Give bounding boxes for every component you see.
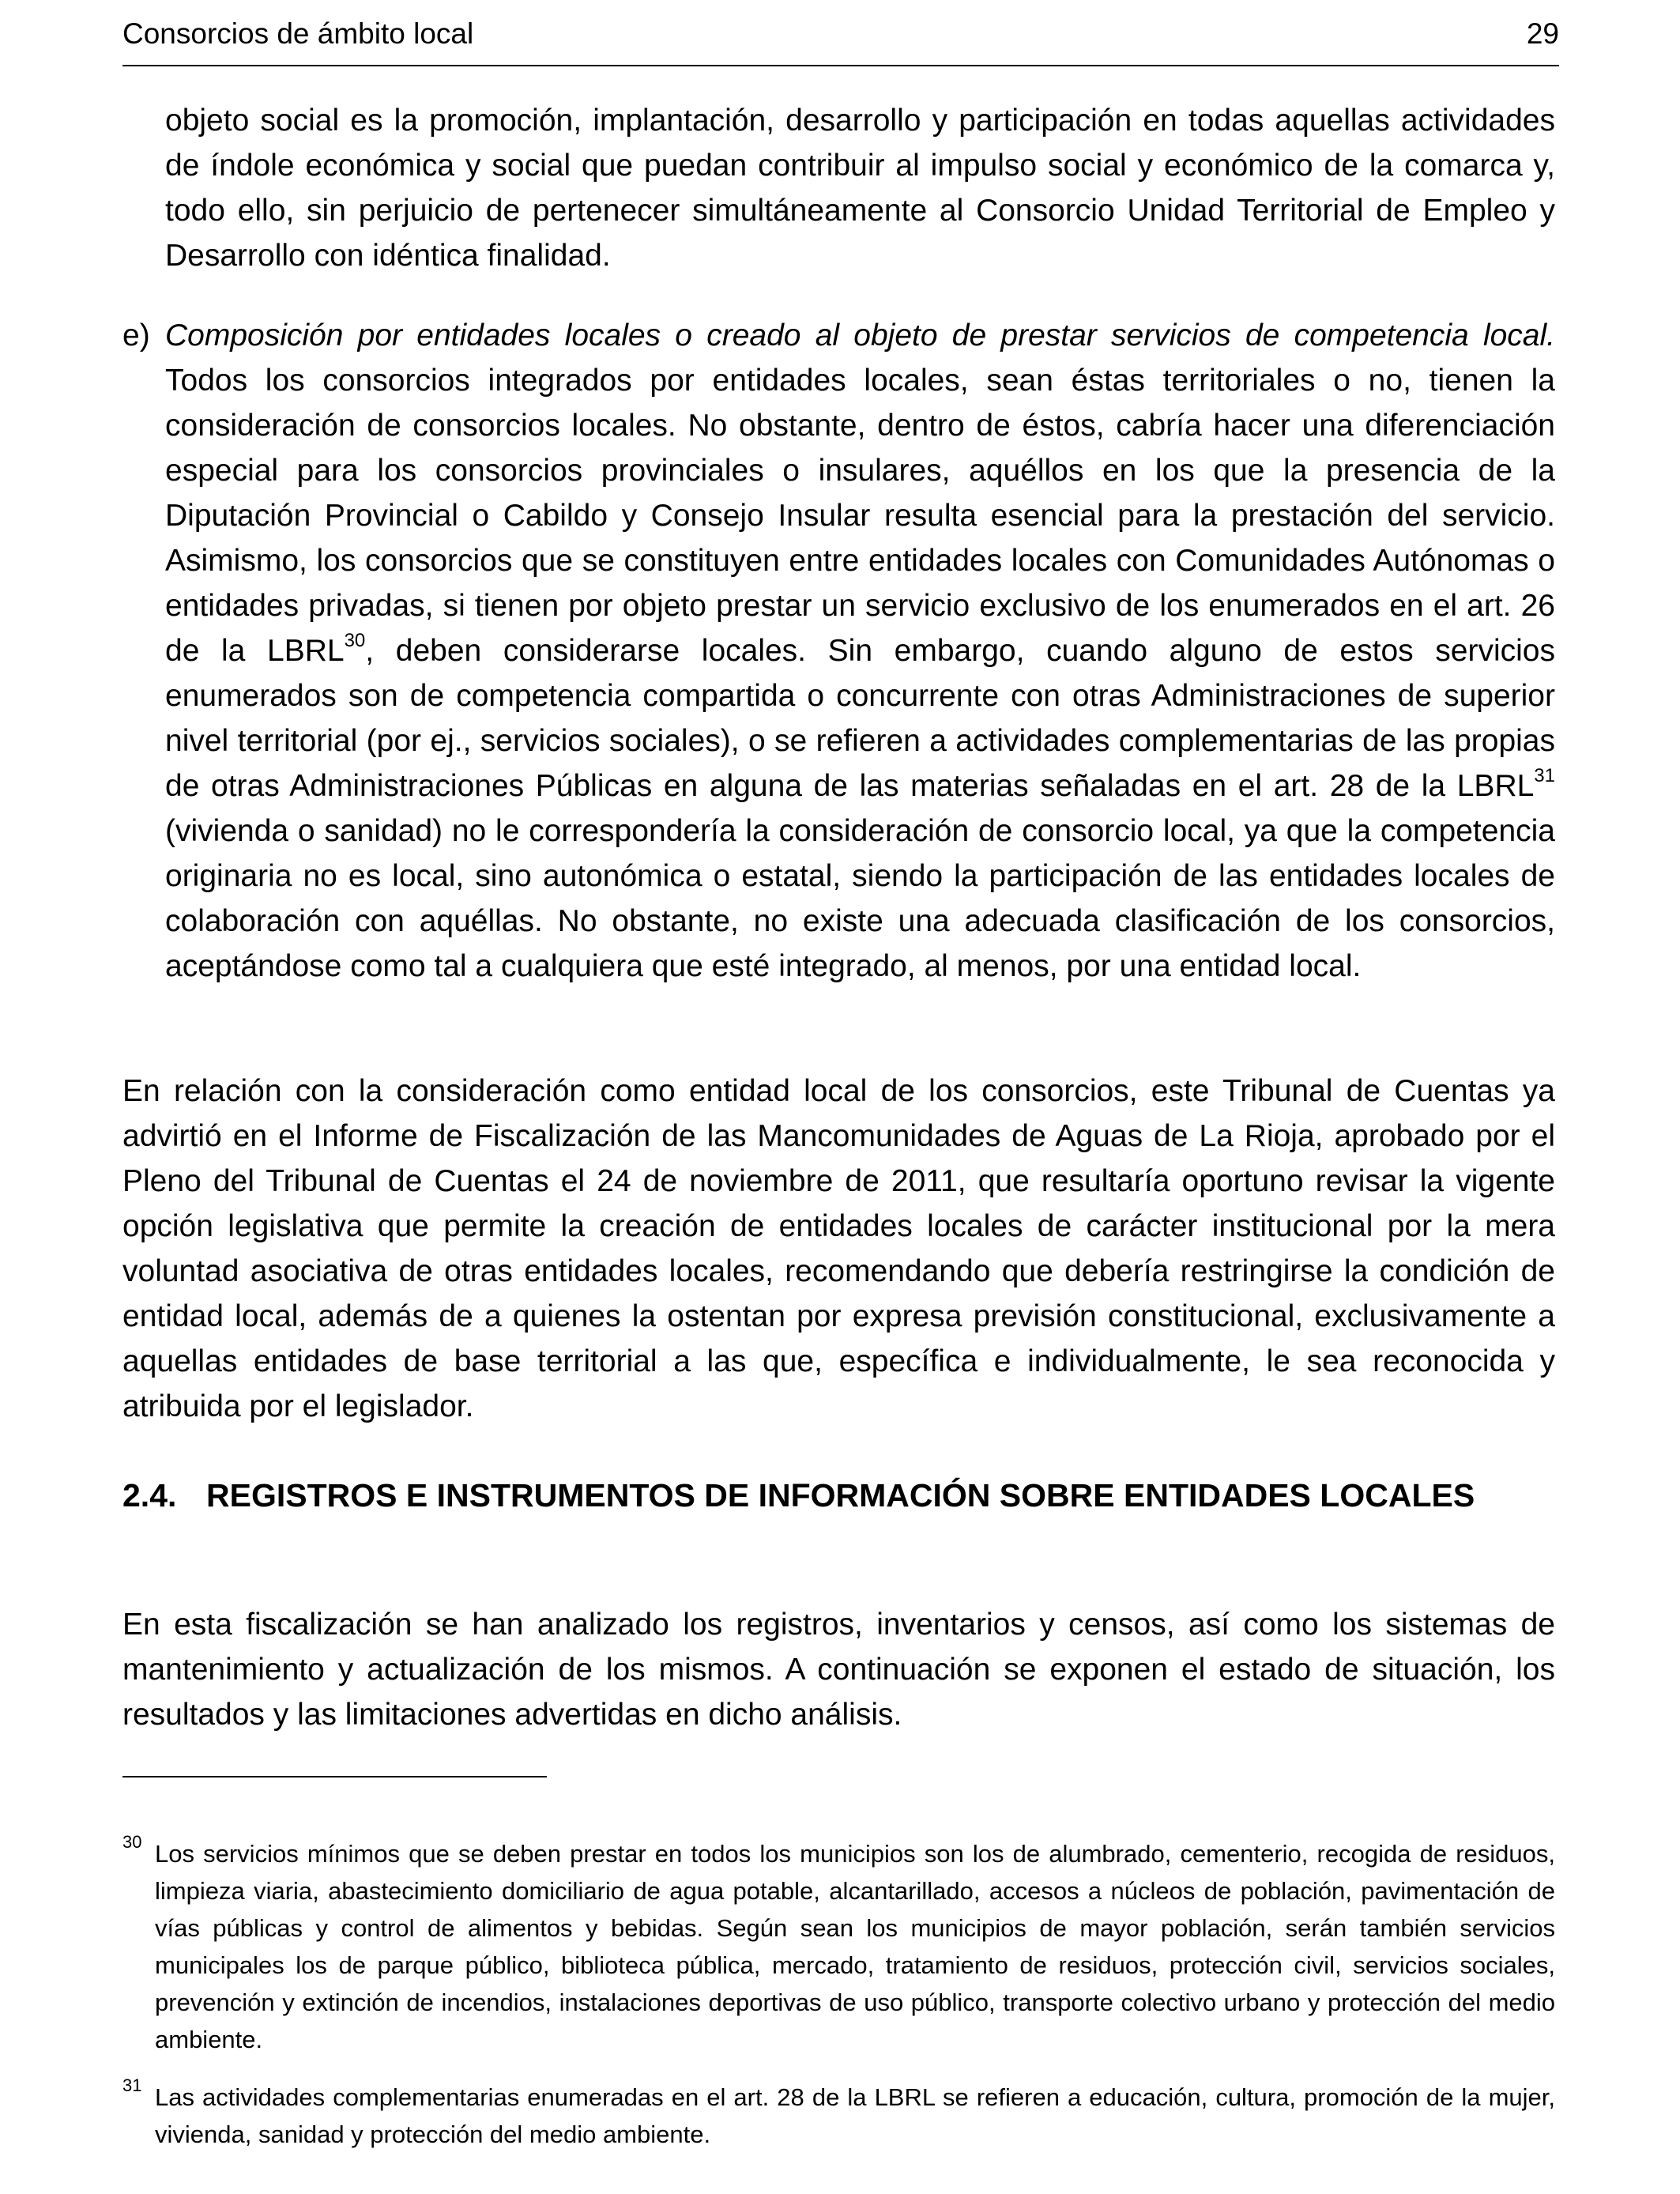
page-header bbox=[122, 14, 1559, 66]
item-e-text-1: Todos los consorcios integrados por entidades locales, sean éstas territoriales o no, tienen la consideración de consorcios locales. No obstante, dentro de éstos, cabría hacer una diferenciación especial para los consorcios provinciales o insulares, aquéllos en los que la presencia de la Diputación Provincial o Cabildo y Consejo Insular resulta esencial para la prestación del servicio. Asimismo, los consorcios que se constituyen entre entidades locales con Comunidades Autónomas o entidades privadas, si tienen por objeto prestar un servicio exclusivo de los enumerados en el art. 26 de la LBRL bbox=[165, 364, 1555, 668]
footnote-separator bbox=[122, 1776, 547, 1777]
footnote-30-number: 30 bbox=[122, 1832, 142, 1852]
item-e-title: Composición por entidades locales o creado al objeto de prestar servicios de competencia local. bbox=[165, 319, 1555, 352]
page-number: 29 bbox=[1526, 17, 1559, 50]
footnote-31-number: 31 bbox=[122, 2075, 142, 2095]
running-title: Consorcios de ámbito local bbox=[122, 17, 474, 50]
footnote-31-text: Las actividades complementarias enumeradas en el art. 28 de la LBRL se refieren a educación, cultura, promoción de la mujer, vivienda, sanidad y protección del medio ambiente. bbox=[155, 2083, 1555, 2148]
item-e-label: e) bbox=[122, 319, 150, 352]
footnote-ref-30[interactable]: 30 bbox=[344, 630, 366, 651]
item-e-text-2: , deben considerarse locales. Sin embargo, cuando alguno de estos servicios enumerados son de competencia compartida o concurrente con otras Administraciones de superior nivel territorial (por ej., servicios sociales), o se refieren a actividades complementarias de las propias de otras Administraciones Públicas en alguna de las materias señaladas en el art. 28 de la LBRL bbox=[165, 634, 1555, 803]
paragraph-relacion: En relación con la consideración como entidad local de los consorcios, este Tribunal de Cuentas ya advirtió en el Informe de Fiscalización de las Mancomunidades de Aguas de La Rioja, aprobado por el Pleno del Tribunal de Cuentas el 24 de noviembre de 2011, que resultaría oportuno revisar la vigente opción legislativa que permite la creación de entidades locales de carácter institucional por la mera voluntad asociativa de otras entidades locales, recomendando que debería restringirse la condición de entidad local, además de a quienes la ostentan por expresa previsión constitucional, exclusivamente a aquellas entidades de base territorial a las que, específica e individualmente, le sea reconocida y atribuida por el legislador. bbox=[122, 1074, 1555, 1423]
item-e-paragraph bbox=[165, 313, 1555, 989]
section-number: 2.4. bbox=[122, 1477, 177, 1514]
footnote-30-text: Los servicios mínimos que se deben prestar en todos los municipios son los de alumbrado, cementerio, recogida de residuos, limpieza viaria, abastecimiento domiciliario de agua potable, alcantarillado, accesos a núcleos de población, pavimentación de vías públicas y control de alimentos y bebidas. Según sean los municipios de mayor población, serán también servicios municipales los de parque público, biblioteca pública, mercado, tratamiento de residuos, protección civil, servicios sociales, prevención y extinción de incendios, instalaciones deportivas de uso público, transporte colectivo urbano y protección del medio ambiente. bbox=[155, 1840, 1555, 2053]
footnote-ref-31[interactable]: 31 bbox=[1534, 765, 1555, 786]
paragraph-d-continuation: objeto social es la promoción, implantación, desarrollo y participación en todas aquellas actividades de índole económica y social que puedan contribuir al impulso social y económico de la comarca y, todo ello, sin perjuicio de pertenecer simultáneamente al Consorcio Unidad Territorial de Empleo y Desarrollo con idéntica finalidad. bbox=[165, 104, 1555, 273]
item-e-text-3: (vivienda o sanidad) no le correspondería la consideración de consorcio local, ya que la competencia originaria no es local, sino autonómica o estatal, siendo la participación de las entidades locales de colaboración con aquéllas. No obstante, no existe una adecuada clasificación de los consorcios, aceptándose como tal a cualquiera que esté integrado, al menos, por una entidad local. bbox=[165, 814, 1555, 983]
section-heading: REGISTROS E INSTRUMENTOS DE INFORMACIÓN SOBRE ENTIDADES LOCALES bbox=[206, 1477, 1475, 1514]
paragraph-section-intro: En esta fiscalización se han analizado los registros, inventarios y censos, así como los sistemas de mantenimiento y actualización de los mismos. A continuación se exponen el estado de situación, los resultados y las limitaciones advertidas en dicho análisis. bbox=[122, 1608, 1555, 1732]
